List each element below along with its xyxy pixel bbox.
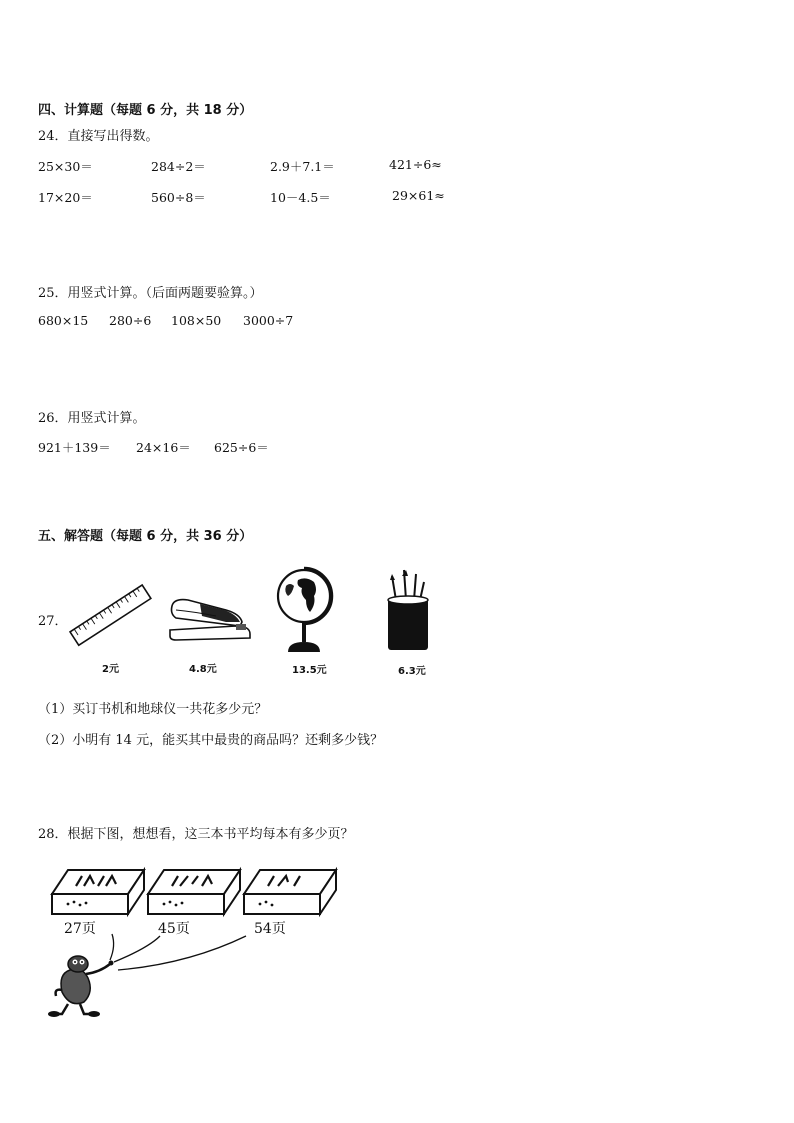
q25-expr: 108×50 (171, 313, 222, 328)
q26-prompt: 26．用竖式计算。 (38, 411, 146, 426)
book-3-pages: 54页 (254, 921, 286, 937)
q24-expr: 10－4.5＝ (270, 190, 331, 205)
q26-expr: 921＋139＝ (38, 440, 111, 455)
section-4-heading: 四、计算题（每题 6 分，共 18 分） (38, 103, 253, 118)
q24-expr: 17×20＝ (38, 190, 93, 205)
section-5-heading: 五、解答题（每题 6 分，共 36 分） (38, 529, 253, 544)
q28-prompt: 28．根据下图，想想看，这三本书平均每本有多少页？ (38, 827, 354, 842)
q24-expr: 421÷6≈ (389, 157, 442, 172)
q25-prompt: 25．用竖式计算。（后面两题要验算。） (38, 286, 263, 301)
q27-sub1: （1）买订书机和地球仪一共花多少元？ (38, 702, 268, 717)
q26-expr: 625÷6＝ (214, 440, 269, 455)
q27-number: 27． (38, 614, 68, 629)
pen-holder-price: 6.3元 (398, 666, 426, 677)
q24-expr: 284÷2＝ (151, 159, 206, 174)
q24-expr: 25×30＝ (38, 159, 93, 174)
q25-expr: 3000÷7 (243, 313, 294, 328)
q27-sub2: （2）小明有 14 元，能买其中最贵的商品吗？还剩多少钱？ (38, 733, 384, 748)
q24-expr: 29×61≈ (392, 188, 445, 203)
book-1-pages: 27页 (64, 921, 96, 937)
stapler-image (166, 592, 252, 642)
cartoon-character-image (48, 930, 278, 1025)
globe-image (274, 560, 334, 656)
globe-price: 13.5元 (292, 665, 327, 676)
ruler-price: 2元 (102, 664, 119, 675)
q24-expr: 560÷8＝ (151, 190, 206, 205)
q24-expr: 2.9＋7.1＝ (270, 159, 335, 174)
pen-holder-image (384, 570, 434, 654)
ruler-image (70, 585, 152, 647)
books-image (48, 862, 340, 922)
q25-expr: 680×15 (38, 313, 89, 328)
stapler-price: 4.8元 (189, 664, 217, 675)
q24-prompt: 24．直接写出得数。 (38, 129, 159, 144)
book-2-pages: 45页 (158, 921, 190, 937)
q26-expr: 24×16＝ (136, 440, 191, 455)
q25-expr: 280÷6 (109, 313, 152, 328)
